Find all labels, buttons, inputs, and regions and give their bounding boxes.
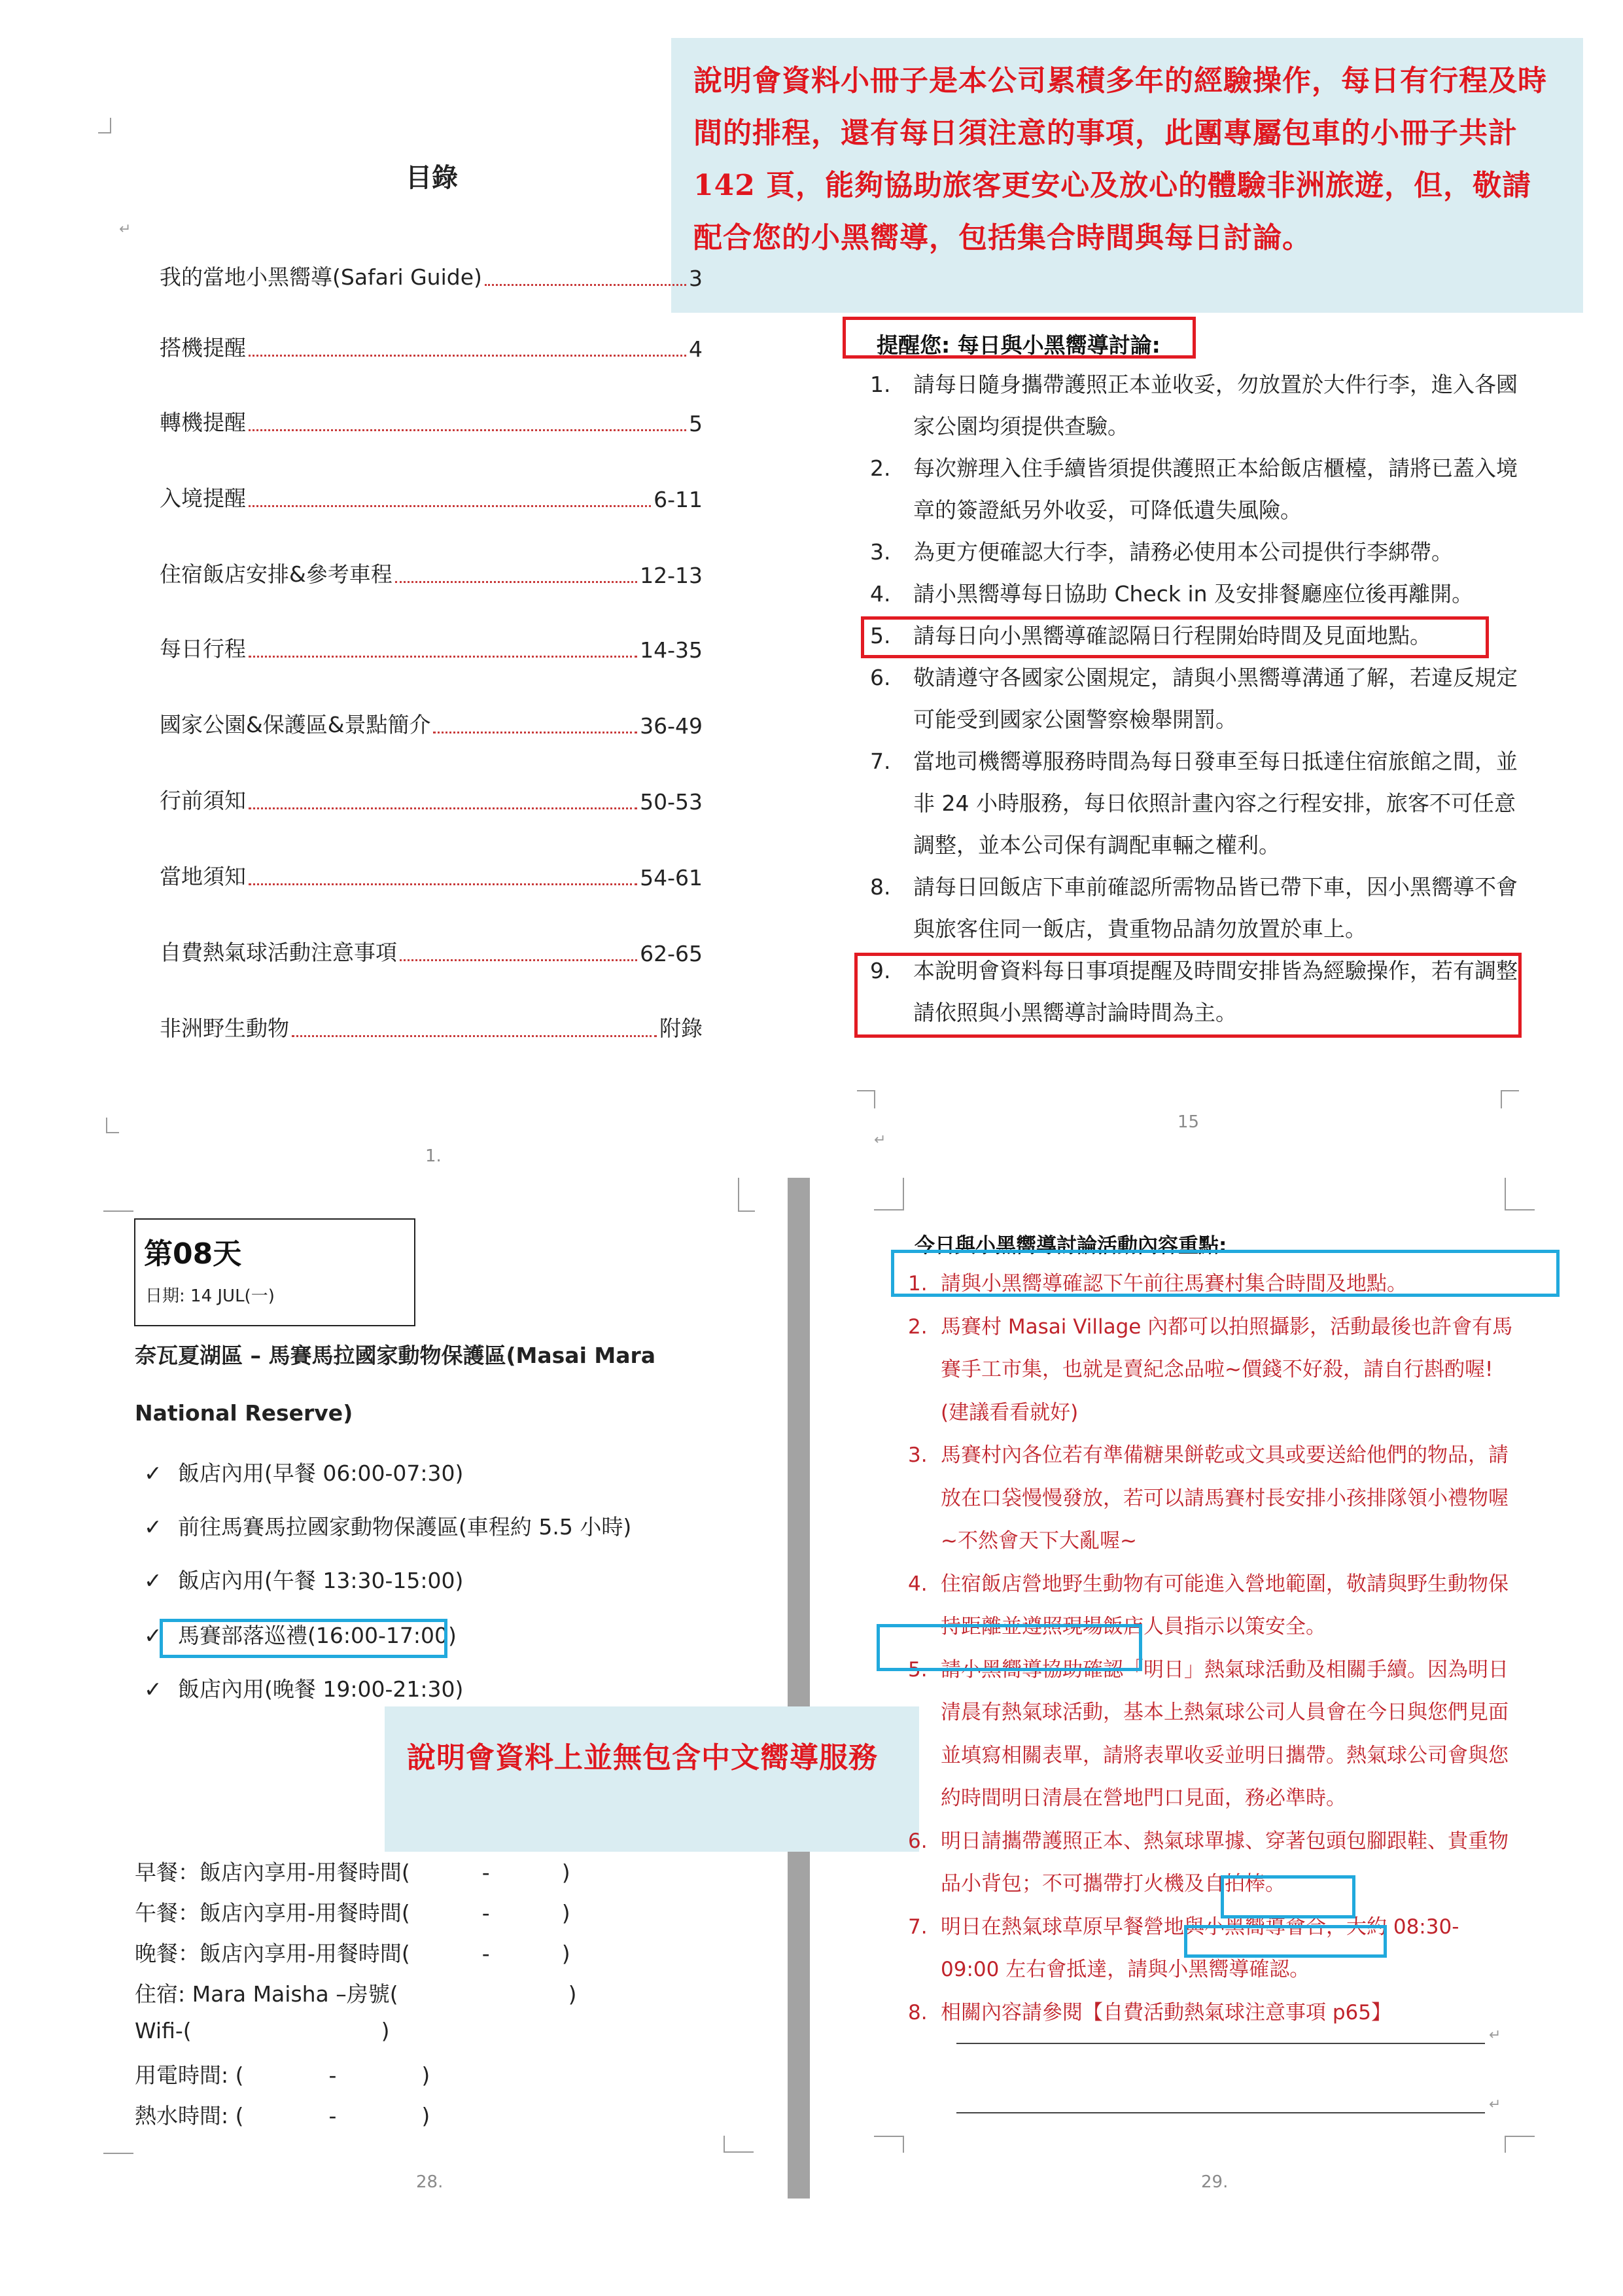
toc-leader-dots (292, 1035, 657, 1037)
toc-entry[interactable] (160, 331, 703, 362)
toc-entry-page: 6-11 (654, 487, 703, 512)
reminder-item-number: 1. (870, 372, 891, 397)
fill-in-label: 早餐：飯店內享用-用餐時間( (135, 1860, 410, 1885)
fill-in-label: 用電時間: ( (135, 2062, 244, 2088)
discussion-item-text: 相關內容請參閱【自費活動熱氣球注意事項 p65】 (941, 2000, 1391, 2024)
toc-entry-page: 36-49 (640, 713, 703, 739)
schedule-item (144, 1564, 463, 1595)
reminder-item (870, 741, 1524, 866)
page-corner-mark (1501, 1090, 1519, 1108)
reminder-item-number: 3. (870, 539, 891, 565)
reminder-item-text: 敬請遵守各國家公園規定，請與小黑嚮導溝通了解，若違反規定可能受到國家公園警察檢舉開罰。 (913, 665, 1518, 732)
toc-entry[interactable] (160, 784, 703, 815)
reminder-item-text: 當地司機嚮導服務時間為每日發車至每日抵達住宿旅館之間，並非 24 小時服務，每日依照計畫內容之行程安排，旅客不可任意調整，並本公司保有調配車輛之權利。 (913, 749, 1518, 858)
toc-entry[interactable] (160, 632, 703, 663)
schedule-item (144, 1457, 463, 1487)
check-mark-icon: ✓ (144, 1568, 162, 1593)
toc-leader-dots (249, 883, 637, 885)
page-corner-mark (857, 1090, 875, 1108)
discussion-item-text: 住宿飯店營地野生動物有可能進入營地範圍，敬請與野生動物保持距離並遵照現場飯店人員指示以策安全。 (941, 1572, 1509, 1638)
reminder-item-9-highlight (854, 953, 1522, 1038)
reminder-item-5-highlight (861, 616, 1489, 658)
reminder-item-text: 請每日隨身攜帶護照正本並收妥，勿放置於大件行李，進入各國家公園均須提供查驗。 (913, 372, 1518, 439)
reminder-item-number: 2. (870, 455, 891, 481)
discussion-item (908, 1992, 1516, 2035)
discussion-item-number: 6. (908, 1829, 928, 1853)
schedule-item-text: 飯店內用(早餐 06:00-07:30) (178, 1460, 464, 1486)
page-corner-mark (98, 118, 111, 133)
page-number-29: 29. (1201, 2172, 1229, 2192)
discussion-item-5-highlight (877, 1624, 1142, 1671)
fill-in-separator: - (328, 2103, 337, 2128)
toc-entry[interactable] (160, 860, 703, 891)
route-line-2: National Reserve) (135, 1400, 353, 1426)
fill-in-line[interactable] (135, 2058, 430, 2089)
page-corner-mark (103, 2153, 133, 2154)
fill-in-label: 住宿: Mara Maisha –房號( (135, 1981, 398, 2007)
fill-in-close: ) (421, 2062, 430, 2088)
toc-entry-label: 當地須知 (160, 864, 246, 889)
reminder-item-text: 請小黑嚮導每日協助 Check in 及安排餐廳座位後再離開。 (913, 581, 1474, 607)
fill-in-close: ) (381, 2018, 390, 2043)
toc-leader-dots (433, 732, 637, 733)
toc-leader-dots (249, 807, 637, 809)
toc-entry-page: 附錄 (659, 1016, 703, 1041)
toc-entry[interactable] (160, 482, 703, 512)
reminder-item-number: 9. (870, 958, 891, 983)
toc-leader-dots (249, 429, 686, 431)
discussion-item (908, 1649, 1516, 1820)
discussion-item-text: 馬賽村內各位若有準備糖果餅乾或文具或要送給他們的物品，請放在口袋慢慢發放，若可以請馬賽村長安排小孩排隊領小禮物喔~不然會天下大亂喔~ (941, 1443, 1509, 1553)
reminder-item (870, 364, 1524, 448)
fill-in-label: 晚餐：飯店內享用-用餐時間( (135, 1941, 410, 1966)
reminder-item-number: 8. (870, 874, 891, 900)
discussion-item-text: 明日在熱氣球草原早餐營地與小黑嚮導會合，大約 08:30-09:00 左右會抵達，請與小黑嚮導確認。 (941, 1915, 1459, 1981)
discussion-item-number: 7. (908, 1915, 928, 1939)
fill-in-label: 熱水時間: ( (135, 2103, 244, 2128)
toc-entry-label: 我的當地小黑嚮導(Safari Guide) (160, 264, 482, 290)
check-mark-icon: ✓ (144, 1514, 162, 1540)
schedule-item-text: 前往馬賽馬拉國家動物保護區(車程約 5.5 小時) (178, 1514, 632, 1540)
toc-entry-label: 轉機提醒 (160, 410, 246, 435)
reminder-item-number: 4. (870, 581, 891, 607)
discussion-confirm-guide-highlight (1184, 1925, 1387, 1958)
page-corner-mark (1505, 1178, 1535, 1210)
page-corner-mark (103, 1210, 133, 1212)
paragraph-mark: ↵ (1489, 2096, 1501, 2113)
page-divider (788, 1178, 810, 2199)
page-corner-mark (724, 2136, 754, 2153)
fill-in-label: Wifi-( (135, 2018, 192, 2043)
paragraph-mark: ↵ (1489, 2027, 1501, 2043)
discussion-item-1-highlight (891, 1250, 1560, 1297)
reminder-item-number: 5. (870, 623, 891, 648)
discussion-item-text: 請與小黑嚮導確認下午前往馬賽村集合時間及地點。 (941, 1272, 1407, 1296)
fill-in-line[interactable] (135, 2099, 430, 2130)
toc-entry-page: 54-61 (640, 865, 703, 891)
discussion-item-text: 請小黑嚮導協助確認「明日」熱氣球活動及相關手續。因為明日清晨有熱氣球活動，基本上熱氣球公司人員會在今日與您們見面並填寫相關表單，請將表單收妥並明日攜帶。熱氣球公司會與您約時間明日清晨在營地門口見面，務必準時。 (941, 1657, 1509, 1810)
reminder-item (870, 448, 1524, 531)
toc-leader-dots (400, 959, 637, 961)
fill-in-close: ) (561, 1900, 570, 1926)
no-chinese-guide-callout: 說明會資料上並無包含中文嚮導服務 (385, 1706, 919, 1852)
reminder-item-number: 6. (870, 665, 891, 690)
fill-in-line[interactable] (135, 1937, 570, 1968)
toc-entry[interactable] (160, 708, 703, 739)
booklet-note-callout: 說明會資料小冊子是本公司累積多年的經驗操作，每日有行程及時間的排程，還有每日須注意的事項，此團專屬包車的小冊子共計 142 頁，能夠協助旅客更安心及放心的體驗非洲旅遊，但，敬請配合您的小黑嚮導，包括集合時間與每日討論。 (671, 38, 1583, 313)
toc-title: 目錄 (406, 163, 458, 193)
toc-entry-label: 自費熱氣球活動注意事項 (160, 940, 397, 965)
page-number-28: 28. (416, 2172, 444, 2192)
fill-in-close: ) (421, 2103, 430, 2128)
fill-in-separator: - (481, 1941, 490, 1966)
toc-entry-page: 4 (689, 336, 703, 362)
toc-entry-label: 入境提醒 (160, 486, 246, 511)
toc-entry-label: 住宿飯店安排&參考車程 (160, 561, 393, 587)
reminder-item-text: 請每日回飯店下車前確認所需物品皆已帶下車，因小黑嚮導不會與旅客住同一飯店，貴重物品請勿放置於車上。 (913, 874, 1518, 942)
check-mark-icon: ✓ (144, 1460, 162, 1486)
toc-entry-page: 14-35 (640, 637, 703, 663)
day-title: 第08天 (144, 1237, 242, 1271)
toc-entry-label: 非洲野生動物 (160, 1016, 289, 1041)
route-line-1: 奈瓦夏湖區 – 馬賽馬拉國家動物保護區(Masai Mara (135, 1343, 656, 1368)
fill-in-close: ) (561, 1941, 570, 1966)
fill-in-close: ) (561, 1860, 570, 1885)
fill-in-separator: - (328, 2062, 337, 2088)
schedule-item-text: 飯店內用(午餐 13:30-15:00) (178, 1568, 464, 1593)
reminder-item (870, 866, 1524, 950)
schedule-item-text: 飯店內用(晚餐 19:00-21:30) (178, 1676, 464, 1702)
discussion-title: 今日與小黑嚮導討論活動內容重點: (915, 1234, 1227, 1258)
page-number-1: 1. (425, 1146, 442, 1166)
toc-leader-dots (485, 284, 686, 286)
toc-leader-dots (395, 581, 637, 583)
blank-line-2 (956, 2112, 1485, 2113)
toc-entry[interactable] (160, 557, 703, 588)
toc-entry-label: 搭機提醒 (160, 335, 246, 361)
toc-entry-label: 行前須知 (160, 788, 246, 813)
page-corner-mark (738, 1178, 755, 1212)
schedule-highlight-masai-village (160, 1619, 447, 1658)
page-corner-mark (106, 1118, 119, 1133)
toc-entry[interactable] (160, 1012, 703, 1042)
toc-leader-dots (249, 656, 637, 658)
discussion-item (908, 1820, 1516, 1906)
toc-entry-page: 5 (689, 411, 703, 436)
page-corner-mark (1505, 2136, 1535, 2153)
toc-entry-page: 62-65 (640, 941, 703, 966)
toc-entry[interactable] (160, 936, 703, 966)
paragraph-mark: ↵ (119, 221, 131, 238)
toc-leader-dots (249, 505, 651, 507)
schedule-item-text: 馬賽部落巡禮(16:00-17:00) (178, 1623, 457, 1648)
discussion-item-number: 4. (908, 1572, 928, 1596)
check-mark-icon: ✓ (144, 1676, 162, 1702)
schedule-item (144, 1510, 631, 1541)
discussion-item-number: 3. (908, 1443, 928, 1467)
reminder-item-text: 本說明會資料每日事項提醒及時間安排皆為經驗操作，若有調整請依照與小黑嚮導討論時間為主。 (913, 958, 1518, 1025)
discussion-item-number: 1. (908, 1272, 928, 1296)
toc-entry-page: 12-13 (640, 563, 703, 588)
blank-line-1 (956, 2043, 1485, 2044)
fill-in-line[interactable] (135, 2018, 390, 2043)
page-number-15: 15 (1178, 1112, 1200, 1132)
schedule-item (144, 1672, 463, 1703)
day-date: 日期: 14 JUL(一) (145, 1286, 275, 1306)
reminder-item-text: 請每日向小黑嚮導確認隔日行程開始時間及見面地點。 (913, 623, 1431, 648)
fill-in-label: 午餐：飯店內享用-用餐時間( (135, 1900, 410, 1926)
fill-in-separator: - (481, 1900, 490, 1926)
reminders-title: 提醒您: 每日與小黑嚮導討論: (877, 332, 1161, 358)
toc-entry-label: 每日行程 (160, 636, 246, 662)
reminder-item (870, 531, 1524, 573)
toc-entry[interactable] (160, 406, 703, 436)
page-corner-mark (874, 2136, 904, 2153)
check-mark-icon: ✓ (144, 1623, 162, 1648)
discussion-item-number: 5. (908, 1657, 928, 1682)
reminders-list (870, 364, 1524, 1034)
fill-in-close: ) (568, 1981, 577, 2007)
discussion-item (908, 1434, 1516, 1563)
discussion-item-number: 2. (908, 1315, 928, 1339)
reminder-item (870, 657, 1524, 741)
fill-in-line[interactable] (135, 1896, 570, 1927)
fill-in-line[interactable] (135, 1977, 577, 2008)
reminder-item-number: 7. (870, 749, 891, 774)
discussion-item-text: 馬賽村 Masai Village 內都可以拍照攝影，活動最後也許會有馬賽手工市集，也就是賣紀念品啦~價錢不好殺，請自行斟酌喔!(建議看看就好) (941, 1315, 1513, 1424)
fill-in-line[interactable] (135, 1856, 570, 1886)
paragraph-mark: ↵ (874, 1132, 886, 1148)
fill-in-separator: - (481, 1860, 490, 1885)
toc-leader-dots (249, 355, 686, 357)
toc-entry-page: 3 (689, 266, 703, 291)
toc-entry[interactable] (160, 260, 703, 291)
reminder-item-text: 每次辦理入住手續皆須提供護照正本給飯店櫃檯，請將已蓋入境章的簽證紙另外收妥，可降低遺失風險。 (913, 455, 1518, 523)
discussion-meet-guide-highlight (1221, 1875, 1355, 1918)
toc-entry-page: 50-53 (640, 789, 703, 815)
discussion-item-text: 明日請攜帶護照正本、熱氣球單據、穿著包頭包腳跟鞋、貴重物品小背包；不可攜帶打火機及自拍棒。 (941, 1829, 1509, 1896)
toc-entry-label: 國家公園&保護區&景點簡介 (160, 712, 431, 737)
discussion-item (908, 1306, 1516, 1435)
page-corner-mark (874, 1178, 904, 1210)
discussion-item-number: 8. (908, 2000, 928, 2024)
reminder-item-text: 為更方便確認大行李，請務必使用本公司提供行李綁帶。 (913, 539, 1453, 565)
reminder-item (870, 573, 1524, 615)
